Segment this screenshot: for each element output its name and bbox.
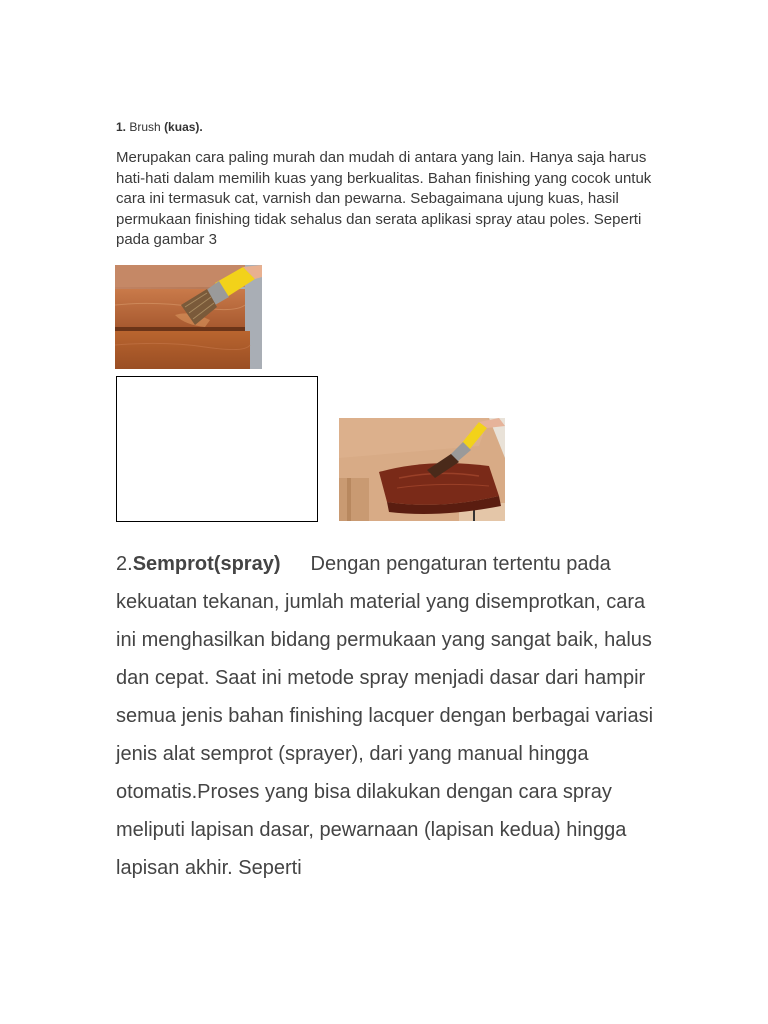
section-1-title: Brush	[129, 120, 161, 134]
section-1-number: 1.	[116, 120, 127, 134]
section-2-paragraph	[116, 545, 661, 887]
brush-staining-image	[115, 265, 262, 369]
brush-staining-photo	[115, 265, 262, 369]
brush-table-image	[339, 418, 505, 521]
brush-table-photo	[339, 418, 505, 521]
section-1-subtitle: (kuas).	[164, 120, 203, 134]
section-1-paragraph: Merupakan cara paling murah dan mudah di antara yang lain. Hanya saja harus hati-hati dalam memilih kuas yang berkualitas. Bahan finishing yang cocok untuk cara ini termasuk cat, varnish dan pewarna. Sebagaimana ujung kuas, hasil permukaan finishing tidak sehalus dan serata aplikasi spray atau poles. Seperti pada gambar 3	[116, 149, 652, 248]
section-2-title: Semprot(spray)	[132, 553, 281, 575]
image-placeholder-frame	[116, 376, 318, 522]
section-2-number: 2.	[116, 553, 133, 575]
section-2-text: Dengan pengaturan tertentu pada kekuatan tekanan, jumlah material yang disemprotkan, cara ini menghasilkan bidang permukaan yang sangat baik, halus dan cepat. Saat ini metode spray menjadi dasar dari hampir semua jenis bahan finishing lacquer dengan berbagai variasi jenis alat semprot (sprayer), dari yang manual hingga otomatis.Proses yang bisa dilakukan dengan cara spray meliputi lapisan dasar, pewarnaan (lapisan kedua) hingga lapisan akhir. Seperti	[116, 553, 654, 879]
section-1-heading	[116, 120, 203, 134]
